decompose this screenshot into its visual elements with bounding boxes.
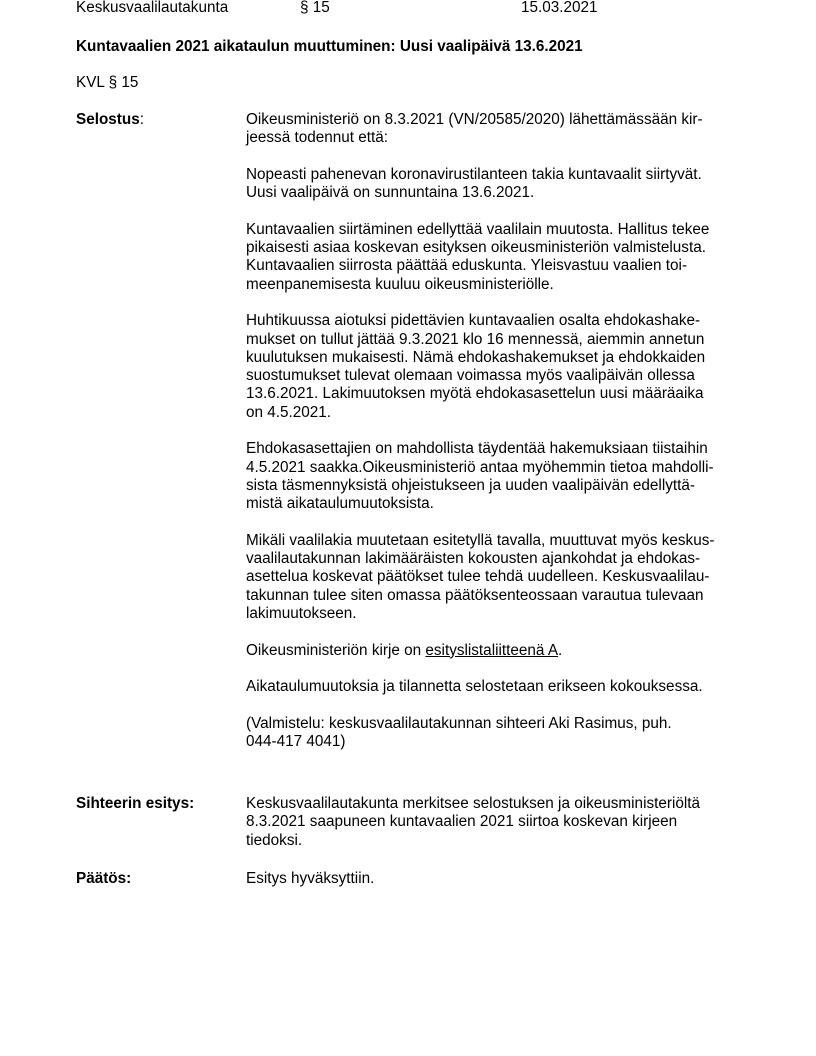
sihteerin-esitys-label: Sihteerin esitys:	[76, 795, 195, 812]
selostus-paragraph: Huhtikuussa aiotuksi pidettävien kuntavaalien osalta ehdokashake- mukset on tullut jättää 9.3.2021 klo 16 mennessä, aiemmin annetun kuulutuksen mukaisesti. Nämä ehdokashakemukset ja ehdokkaiden suostumukset tulevat olemaan voimassa myös vaalipäivän ollessa 13.6.2021. Lakimuutoksen myötä ehdokasasettelun uusi määräaika on 4.5.2021.	[246, 312, 706, 421]
selostus-label: Selostus:	[76, 111, 145, 128]
header-organization: Keskusvaalilautakunta	[76, 0, 229, 16]
selostus-note: Aikataulumuutoksia ja tilannetta selostetaan erikseen kokouksessa.	[246, 678, 703, 696]
document-header	[76, 0, 776, 18]
selostus-paragraph: Kuntavaalien siirtäminen edellyttää vaalilain muutosta. Hallitus tekee pikaisesti asiaa koskevan esityksen oikeusministeriön valmistelusta. Kuntavaalien siirrosta päättää eduskunta. Yleisvastuu vaalien toi- meenpanemisesta kuuluu oikeusministeriölle.	[246, 220, 710, 293]
selostus-paragraph: Oikeusministeriö on 8.3.2021 (VN/20585/2020) lähettämässään kir- jeessä todennut että:	[246, 111, 703, 147]
document-title: Kuntavaalien 2021 aikataulun muuttuminen: Uusi vaalipäivä 13.6.2021	[76, 38, 583, 55]
paatos-label: Päätös:	[76, 870, 132, 887]
header-date: 15.03.2021	[521, 0, 598, 16]
paatos-content	[246, 870, 736, 888]
attachment-link[interactable]: esityslistaliitteenä A	[425, 641, 559, 659]
header-section: § 15	[300, 0, 330, 16]
selostus-paragraph: Ehdokasasettajien on mahdollista täydentää hakemuksiaan tiistaihin 4.5.2021 saakka.Oikeusministeriö antaa myöhemmin tietoa mahdolli- sista täsmennyksistä ohjeistukseen ja uuden vaalipäivän edellyttä- mistä aikataulumuutoksista.	[246, 440, 714, 513]
sihteerin-esitys-content	[246, 795, 736, 850]
attachment-paragraph: Oikeusministeriön kirje on esityslistaliitteenä A.	[246, 641, 563, 659]
kvl-reference: KVL § 15	[76, 74, 139, 91]
sihteerin-esitys-text: Keskusvaalilautakunta merkitsee selostuksen ja oikeusministeriöltä 8.3.2021 saapuneen kuntavaalien 2021 siirtoa koskevan kirjeen tiedoksi.	[246, 795, 701, 849]
selostus-paragraph: Nopeasti pahenevan koronavirustilanteen takia kuntavaalit siirtyvät. Uusi vaalipäivä on sunnuntaina 13.6.2021.	[246, 165, 702, 202]
preparer-info: (Valmistelu: keskusvaalilautakunnan sihteeri Aki Rasimus, puh. 044-417 4041)	[246, 714, 672, 751]
paatos-text: Esitys hyväksyttiin.	[246, 870, 375, 887]
selostus-paragraph: Mikäli vaalilakia muutetaan esitetyllä tavalla, muuttuvat myös keskus- vaalilautakunnan lakimääräisten kokousten ajankohdat ja ehdokas- asettelua koskevat päätökset tulee tehdä uudelleen. Keskusvaalilau- takunnan tulee siten omassa päätöksenteossaan varautua tulevaan lakimuutokseen.	[246, 531, 715, 623]
selostus-content	[246, 111, 736, 751]
